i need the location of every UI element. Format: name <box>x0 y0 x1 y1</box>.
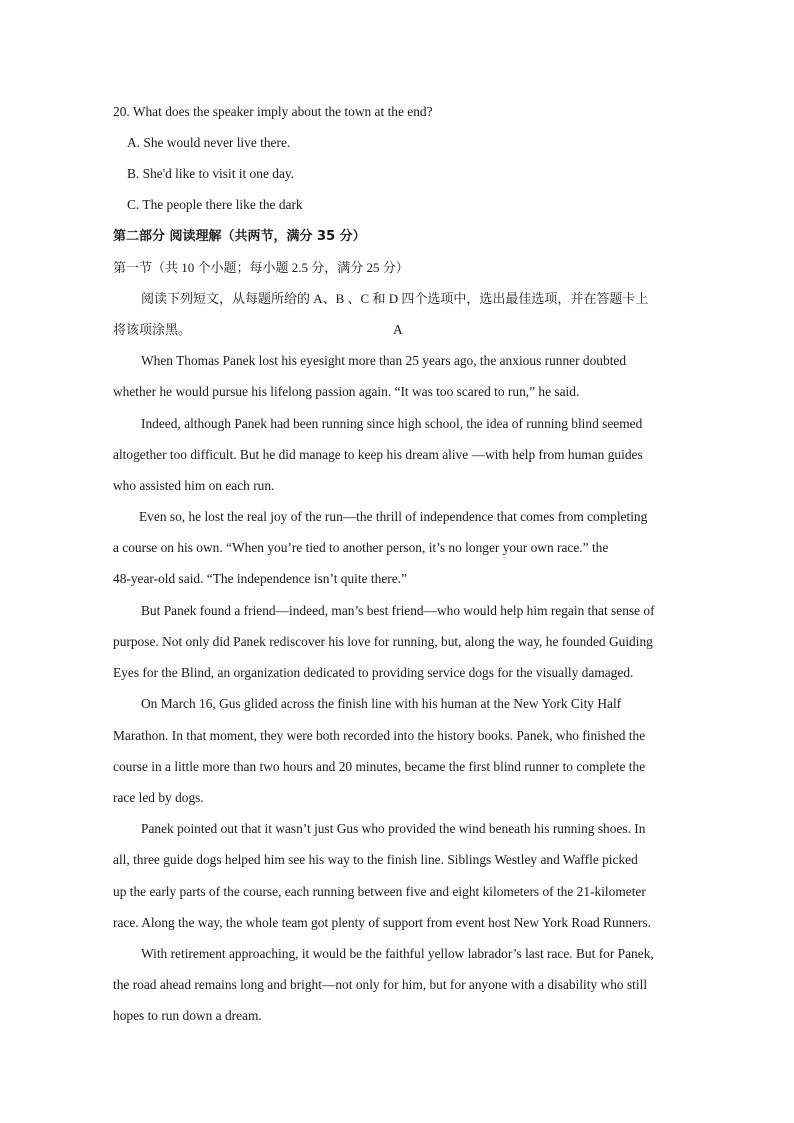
passage-line: altogether too difficult. But he did manage to keep his dream alive —with help from human guides <box>113 447 643 462</box>
passage-line: Even so, he lost the real joy of the run—the thrill of independence that comes from completing <box>139 509 648 524</box>
passage-line: the road ahead remains long and bright—not only for him, but for anyone with a disability who still <box>113 977 648 992</box>
passage-line: 48-year-old said. “The independence isn’t quite there.” <box>113 571 407 586</box>
passage-line: hopes to run down a dream. <box>113 1008 262 1023</box>
passage-line: all, three guide dogs helped him see his way to the finish line. Siblings Westley and Waffle picked <box>113 852 638 867</box>
instruction-line-2: 将该项涂黑。 <box>113 322 192 337</box>
passage-line: When Thomas Panek lost his eyesight more than 25 years ago, the anxious runner doubted <box>141 353 627 368</box>
passage-line: Panek pointed out that it wasn’t just Gus who provided the wind beneath his running shoes. In <box>141 821 646 836</box>
passage-line: race. Along the way, the whole team got plenty of support from event host New York Road Runners. <box>113 915 652 930</box>
part2-heading: 第二部分 阅读理解（共两节，满分 35 分） <box>113 229 366 244</box>
section1-title: 第一节（共 10 个小题；每小题 2.5 分，满分 25 分） <box>113 260 409 275</box>
passage-line: whether he would pursue his lifelong passion again. “It was too scared to run,” he said. <box>113 384 580 399</box>
passage-line: Eyes for the Blind, an organization dedicated to providing service dogs for the visually damaged. <box>113 665 634 680</box>
passage-line: On March 16, Gus glided across the finish line with his human at the New York City Half <box>141 696 622 711</box>
question-20-stem: 20. What does the speaker imply about the town at the end? <box>113 104 433 119</box>
passage-line: up the early parts of the course, each running between five and eight kilometers of the 21-kilometer <box>113 884 646 899</box>
passage-line: a course on his own. “When you’re tied to another person, it’s no longer your own race.” the <box>113 540 609 555</box>
passage-line: Indeed, although Panek had been running since high school, the idea of running blind seemed <box>141 416 643 431</box>
question-20-option-b: B. She'd like to visit it one day. <box>127 166 295 181</box>
passage-line: With retirement approaching, it would be the faithful yellow labrador’s last race. But for Panek, <box>141 946 654 961</box>
question-20-option-c: C. The people there like the dark <box>127 197 303 212</box>
passage-line: course in a little more than two hours and 20 minutes, became the first blind runner to complete the <box>113 759 646 774</box>
passage-line: purpose. Not only did Panek rediscover his love for running, but, along the way, he founded Guiding <box>113 634 653 649</box>
passage-line: who assisted him on each run. <box>113 478 275 493</box>
passage-line: But Panek found a friend—indeed, man’s best friend—who would help him regain that sense of <box>141 603 655 618</box>
passage-line: race led by dogs. <box>113 790 204 805</box>
instruction-line-1: 阅读下列短文，从每题所给的 A、B 、C 和 D 四个选项中，选出最佳选项，并在答题卡上 <box>141 291 649 306</box>
question-20-option-a: A. She would never live there. <box>127 135 291 150</box>
passage-label: A <box>393 322 403 337</box>
passage-line: Marathon. In that moment, they were both recorded into the history books. Panek, who finished the <box>113 728 646 743</box>
